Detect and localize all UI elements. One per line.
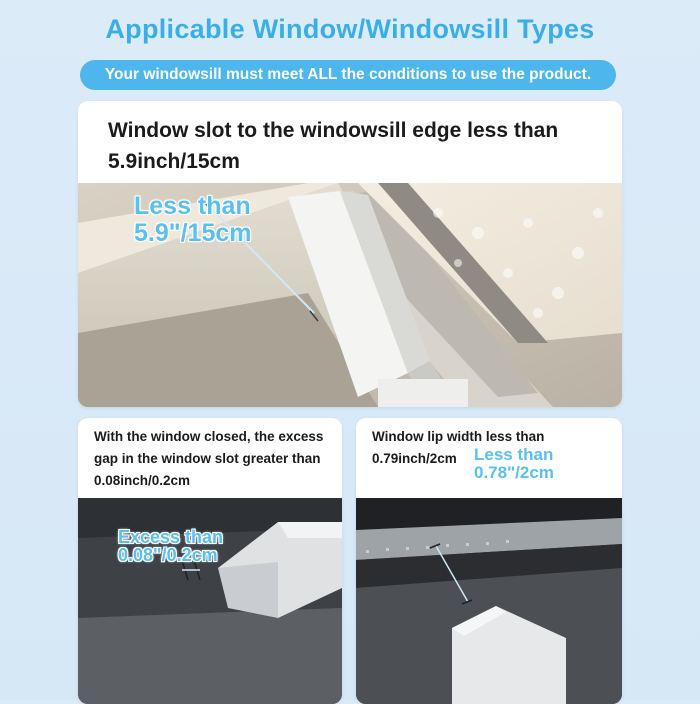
- condition-gap-text: With the window closed, the excess gap in the window slot greater than 0.08inch/0.2cm: [94, 429, 324, 488]
- window-lip-photo: [356, 498, 622, 704]
- condition-distance-text: Window slot to the windowsill edge less than 5.9inch/15cm: [108, 119, 559, 173]
- gap-measure-label: [118, 528, 223, 564]
- gap-measure-line-1: Excess than: [118, 527, 224, 547]
- distance-measure-label: [134, 193, 252, 247]
- lip-measure-label: [474, 446, 554, 482]
- lip-measure-line-1: Less than: [474, 445, 554, 464]
- condition-card-gap: [78, 418, 342, 704]
- lip-measure-line-2: 0.78"/2cm: [474, 463, 554, 482]
- distance-measure-line-1: Less than: [134, 192, 251, 220]
- gap-measure-line-2: 0.08"/0.2cm: [118, 545, 218, 565]
- condition-card-lip: [356, 418, 622, 704]
- distance-measure-line-2: 5.9"/15cm: [134, 219, 252, 247]
- page-title: Applicable Window/Windowsill Types: [105, 14, 595, 44]
- condition-lip-text: Window lip width less than 0.79inch/2cm: [372, 429, 545, 466]
- requirement-banner: Your windowsill must meet ALL the conditions to use the product.: [80, 60, 616, 90]
- condition-card-distance: [78, 101, 622, 407]
